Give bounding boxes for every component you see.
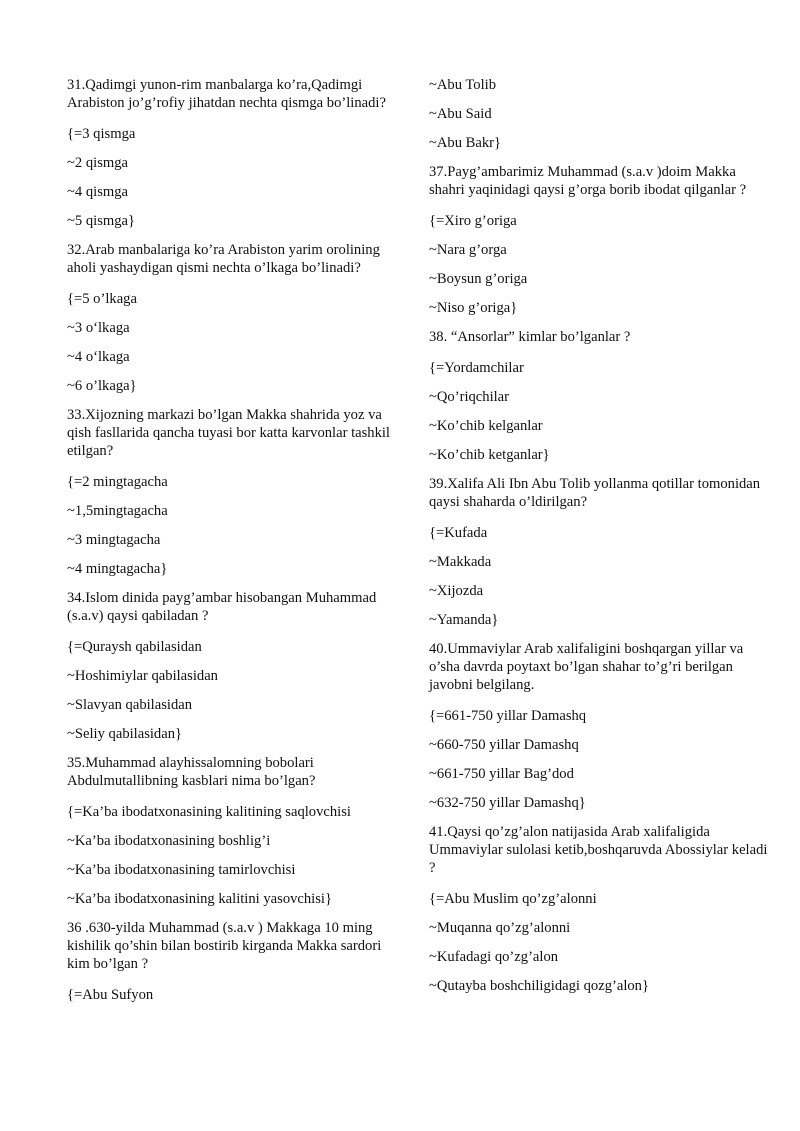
answer-option: ~4 qismga (67, 184, 128, 200)
answer-option: ~Yamanda} (429, 612, 499, 628)
answer-option: {=Quraysh qabilasidan (67, 639, 202, 655)
answer-option: ~Seliy qabilasidan} (67, 726, 183, 742)
answer-option: ~Xijozda (429, 583, 484, 599)
answer-option: ~3 mingtagacha (67, 532, 161, 548)
answer-option: ~6 o’lkaga} (67, 378, 137, 394)
answer-option: ~Ka’ba ibodatxonasining boshlig’i (67, 833, 271, 849)
answer-option: ~632-750 yillar Damashq} (429, 795, 586, 811)
question-text: 41.Qaysi qo’zg’alon natijasida Arab xalifaligida Ummaviylar sulolasi ketib,boshqaruvda Abossiylar keladi ? (429, 824, 768, 876)
answer-option: ~Qutayba boshchiligidagi qozg’alon} (429, 978, 649, 994)
answer-option: ~4 mingtagacha} (67, 561, 168, 577)
answer-option: ~Nara g’orga (429, 242, 507, 258)
answer-option: ~660-750 yillar Damashq (429, 737, 579, 753)
answer-option: {=Kufada (429, 525, 488, 541)
question-text: 34.Islom dinida payg’ambar hisobangan Muhammad (s.a.v) qaysi qabiladan ? (67, 590, 377, 624)
answer-option: ~Niso g’origa} (429, 300, 518, 316)
answer-option: ~5 qismga} (67, 213, 136, 229)
answer-option: ~1,5mingtagacha (67, 503, 168, 519)
answer-option: {=2 mingtagacha (67, 474, 168, 490)
answer-option: ~Kufadagi qo’zg’alon (429, 949, 559, 965)
right-column (429, 76, 774, 1006)
question-text: 36 .630-yilda Muhammad (s.a.v ) Makkaga 10 ming kishilik qo’shin bilan bostirib kirganda Makka sardori kim bo’lgan ? (67, 920, 382, 972)
question-text: 39.Xalifa Ali Ibn Abu Tolib yollanma qotillar tomonidan qaysi shaharda o’ldirilgan? (429, 476, 761, 510)
answer-option: ~Qo’riqchilar (429, 389, 510, 405)
answer-option: ~4 o‘lkaga (67, 349, 130, 365)
answer-option: {=5 o’lkaga (67, 291, 137, 307)
question-text: 40.Ummaviylar Arab xalifaligini boshqargan yillar va o’sha davrda poytaxt bo’lgan shahar to’g’ri berilgan javobni belgilang. (429, 641, 744, 693)
question-text: 38. “Ansorlar” kimlar bo’lganlar ? (429, 329, 631, 345)
answer-option: {=Yordamchilar (429, 360, 524, 376)
question-text: 32.Arab manbalariga ko’ra Arabiston yarim orolining aholi yashaydigan qismi nechta o’lkaga bo’linadi? (67, 242, 380, 276)
question-text: 33.Xijozning markazi bo’lgan Makka shahrida yoz va qish fasllarida qancha tuyasi bor katta karvonlar tashkil etilgan? (67, 407, 390, 459)
answer-option: ~Abu Bakr} (429, 135, 502, 151)
answer-option: ~Ka’ba ibodatxonasining tamirlovchisi (67, 862, 296, 878)
answer-option: ~Abu Said (429, 106, 492, 122)
answer-option: {=661-750 yillar Damashq (429, 708, 587, 724)
answer-option: {=Ka’ba ibodatxonasining kalitining saqlovchisi (67, 804, 351, 820)
left-column (67, 76, 397, 1015)
answer-option: {=3 qismga (67, 126, 136, 142)
question-text: 31.Qadimgi yunon-rim manbalarga ko’ra,Qadimgi Arabiston jo’g’rofiy jihatdan nechta qismga bo’linadi? (67, 77, 386, 111)
answer-option: ~Muqanna qo’zg’alonni (429, 920, 571, 936)
question-text: 37.Payg’ambarimiz Muhammad (s.a.v )doim Makka shahri yaqinidagi qaysi g’orga borib ibodat qilganlar ? (429, 164, 747, 198)
answer-option: ~Ko’chib kelganlar (429, 418, 543, 434)
answer-option: ~Boysun g’origa (429, 271, 528, 287)
answer-option: ~661-750 yillar Bag’dod (429, 766, 574, 782)
answer-option: ~Ko’chib ketganlar} (429, 447, 550, 463)
question-text: 35.Muhammad alayhissalomning bobolari Abdulmutallibning kasblari nima bo’lgan? (67, 755, 316, 789)
answer-option: ~Slavyan qabilasidan (67, 697, 193, 713)
answer-option: {=Abu Sufyon (67, 987, 154, 1003)
answer-option: {=Xiro g’origa (429, 213, 517, 229)
answer-option: ~Abu Tolib (429, 77, 497, 93)
answer-option: {=Abu Muslim qo’zg’alonni (429, 891, 597, 907)
answer-option: ~Hoshimiylar qabilasidan (67, 668, 218, 684)
answer-option: ~Makkada (429, 554, 492, 570)
answer-option: ~Ka’ba ibodatxonasining kalitini yasovchisi} (67, 891, 332, 907)
answer-option: ~2 qismga (67, 155, 128, 171)
answer-option: ~3 o‘lkaga (67, 320, 130, 336)
